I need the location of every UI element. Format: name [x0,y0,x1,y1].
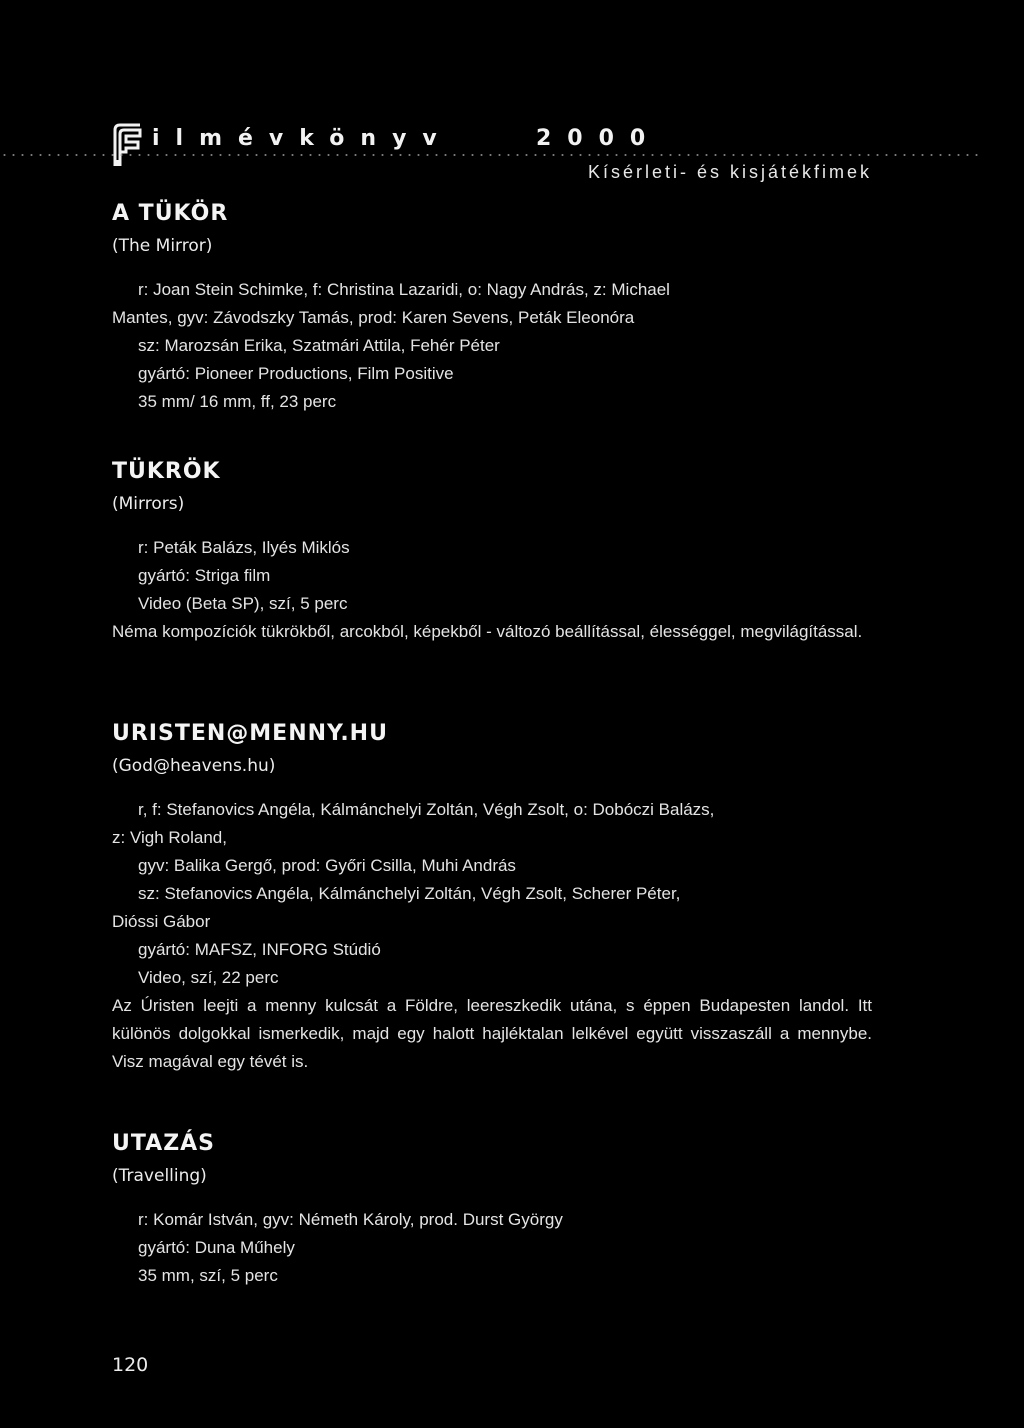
credit-line: Video (Beta SP), szí, 5 perc [138,594,348,613]
credit-line: Mantes, gyv: Závodszky Tamás, prod: Karen Sevens, Peták Eleonóra [112,308,635,327]
header-year: 2000 [536,126,662,151]
film-original-title: (Travelling) [112,1166,207,1186]
film-original-title: (Mirrors) [112,494,185,514]
section-subtitle: Kísérleti- és kisjátékfimek [587,162,872,182]
credit-line: gyártó: Duna Műhely [138,1238,295,1257]
film-title: URISTEN@MENNY.HU [112,721,388,746]
credit-line: Video, szí, 22 perc [138,968,279,987]
page-number: 120 [112,1354,149,1376]
film-original-title: (The Mirror) [112,236,213,256]
film-description: Az Úristen leejti a menny kulcsát a Földre, leereszkedik utána, s éppen Budapesten landol. Itt különös dolgokkal ismerkedik, majd egy halott hajléktalan lelkével együtt visszaszáll a mennybe. Visz magával egy tévét is. [112,996,872,1071]
credit-line: gyártó: Striga film [138,566,271,585]
page-header [112,122,872,184]
credit-line: 35 mm, szí, 5 perc [138,1266,278,1285]
header-dotted-rule [0,154,980,156]
credit-line: sz: Stefanovics Angéla, Kálmánchelyi Zoltán, Végh Zsolt, Scherer Péter, [138,884,681,903]
film-title: TÜKRÖK [112,459,221,484]
credit-line: 35 mm/ 16 mm, ff, 23 perc [138,392,337,411]
film-description: Néma kompozíciók tükrökből, arcokból, képekből - változó beállítással, élességgel, megvilágítással. [112,622,863,641]
credit-line: gyv: Balika Gergő, prod: Győri Csilla, Muhi András [138,856,516,875]
film-title: A TÜKÖR [112,201,229,226]
film-credits [112,1206,872,1290]
credit-line: r, f: Stefanovics Angéla, Kálmánchelyi Zoltán, Végh Zsolt, o: Dobóczi Balázs, [138,800,715,819]
credit-line: gyártó: MAFSZ, INFORG Stúdió [138,940,381,959]
film-credits [112,276,872,416]
credit-line: gyártó: Pioneer Productions, Film Positive [138,364,454,383]
credit-line: sz: Marozsán Erika, Szatmári Attila, Fehér Péter [138,336,500,355]
filmevkonyv-logo-icon [112,122,142,166]
film-entry [112,200,872,416]
film-entry [112,1130,872,1290]
credit-line: r: Joan Stein Schimke, f: Christina Lazaridi, o: Nagy András, z: Michael [138,280,670,299]
credit-line: z: Vigh Roland, [112,828,227,847]
film-entry [112,458,872,646]
header-title: ilmévkönyv [152,126,453,151]
film-credits [112,534,872,646]
film-title: UTAZÁS [112,1131,216,1156]
credit-line: Dióssi Gábor [112,912,211,931]
film-original-title: (God@heavens.hu) [112,756,276,776]
film-credits [112,796,872,1076]
film-entry [112,720,872,1076]
credit-line: r: Komár István, gyv: Németh Károly, prod. Durst György [138,1210,563,1229]
credit-line: r: Peták Balázs, Ilyés Miklós [138,538,350,557]
